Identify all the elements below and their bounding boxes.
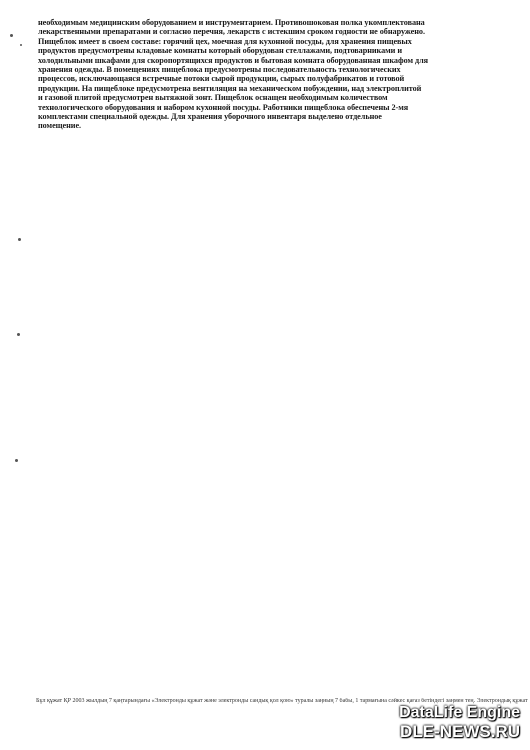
- scan-speck: [15, 459, 18, 462]
- document-body: [38, 18, 504, 131]
- text-line: лекарственными препаратами и согласно перечня, лекарств с истекшим сроком годности не обнаружено.: [38, 27, 425, 37]
- watermark-engine-name: DataLife Engine: [399, 704, 520, 721]
- site-watermark: [399, 704, 520, 742]
- watermark-site-url: DLE-NEWS.RU: [400, 722, 520, 741]
- text-line: и газовой плитой предусмотрен вытяжной зонт. Пищеблок оснащен необходимым количеством: [38, 93, 388, 103]
- text-line: холодильными шкафами для скоропортящихся продуктов и бытовая комната оборудованная шкафом для: [38, 55, 429, 65]
- legal-footer: Бұл құжат ҚР 2003 жылдың 7 қаңтарындағы «Электронды құжат және электронды сандық қол қою» туралы заңның 7 бабы, 1 тармағына сәйкес қағаз бетіндегі заңмен тең. Электрондық құжат: [36, 698, 528, 704]
- scan-speck: [18, 238, 21, 241]
- text-line: Пищеблок имеет в своем составе: горячий цех, моечная для кухонной посуды, для хранения пищевых: [38, 36, 412, 46]
- text-line: комплектами специальной одежды. Для хранения уборочного инвентаря выделено отдельное: [38, 112, 382, 122]
- scan-speck: [17, 333, 20, 336]
- text-line: необходимым медицинским оборудованием и инструментарием. Противошоковая полка укомплектована: [38, 18, 425, 27]
- scan-speck: [10, 34, 13, 37]
- text-line: процессов, исключающаяся встречные потоки сырой продукции, сырых полуфабрикатов и готовой: [38, 74, 405, 84]
- text-line: хранения одежды. В помещениях пищеблока предусмотрены последовательность технологических: [38, 65, 401, 75]
- text-line: помещение.: [38, 121, 82, 131]
- scan-speck: [20, 44, 22, 46]
- text-line: технологического оборудования и набором кухонной посуды. Работники пищеблока обеспечены 2-мя: [38, 102, 409, 112]
- text-line: продукции. На пищеблоке предусмотрена вентиляция на механическом побуждении, над электроплитой: [38, 83, 422, 93]
- text-line: продуктов предусмотрены кладовые комнаты который оборудован стеллажами, подтоварниками и: [38, 46, 402, 56]
